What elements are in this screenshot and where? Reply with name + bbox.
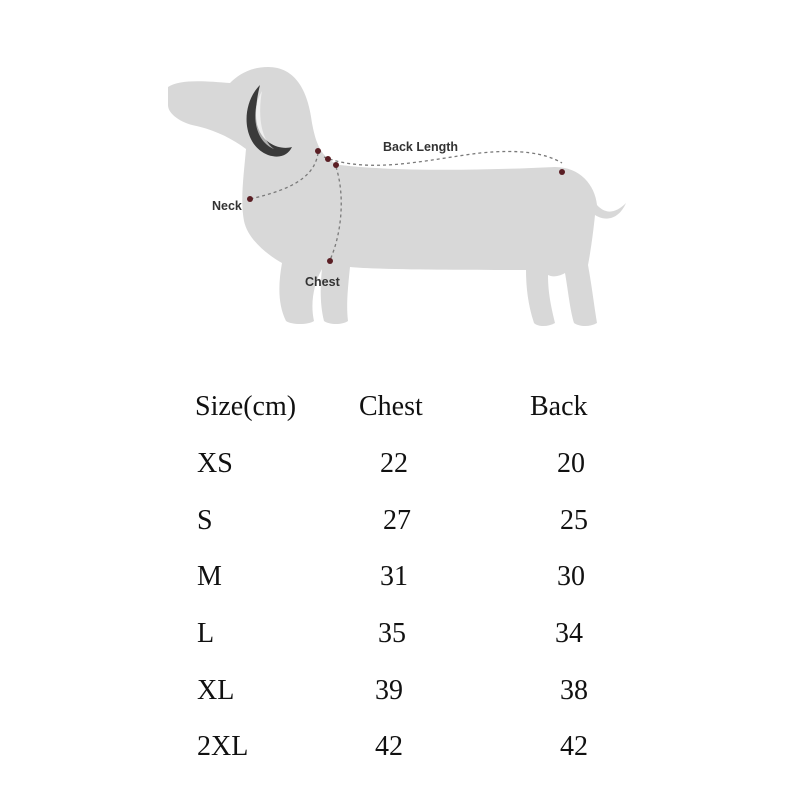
size-cell: S: [197, 505, 213, 536]
back-cell: 34: [555, 618, 583, 649]
chest-cell: 42: [375, 731, 403, 762]
back-length-label: Back Length: [383, 140, 459, 154]
size-cell: XL: [197, 675, 235, 706]
back-cell: 30: [557, 561, 585, 592]
back-cell: 38: [560, 675, 588, 706]
chest-cell: 39: [375, 675, 403, 706]
back-cell: 25: [560, 505, 588, 536]
chest-cell: 22: [380, 448, 408, 479]
back-cell: 42: [560, 731, 588, 762]
size-cell: 2XL: [197, 731, 249, 762]
size-cell: M: [197, 561, 222, 592]
header-back: Back: [530, 391, 588, 422]
chest-label: Chest: [305, 275, 340, 289]
chest-cell: 27: [383, 505, 411, 536]
size-cell: XS: [197, 448, 233, 479]
header-size: Size(cm): [195, 391, 297, 422]
neck-label: Neck: [212, 199, 242, 213]
size-cell: L: [197, 618, 215, 649]
back-cell: 20: [557, 448, 585, 479]
header-chest: Chest: [359, 391, 423, 422]
chest-cell: 35: [378, 618, 406, 649]
chest-cell: 31: [380, 561, 408, 592]
